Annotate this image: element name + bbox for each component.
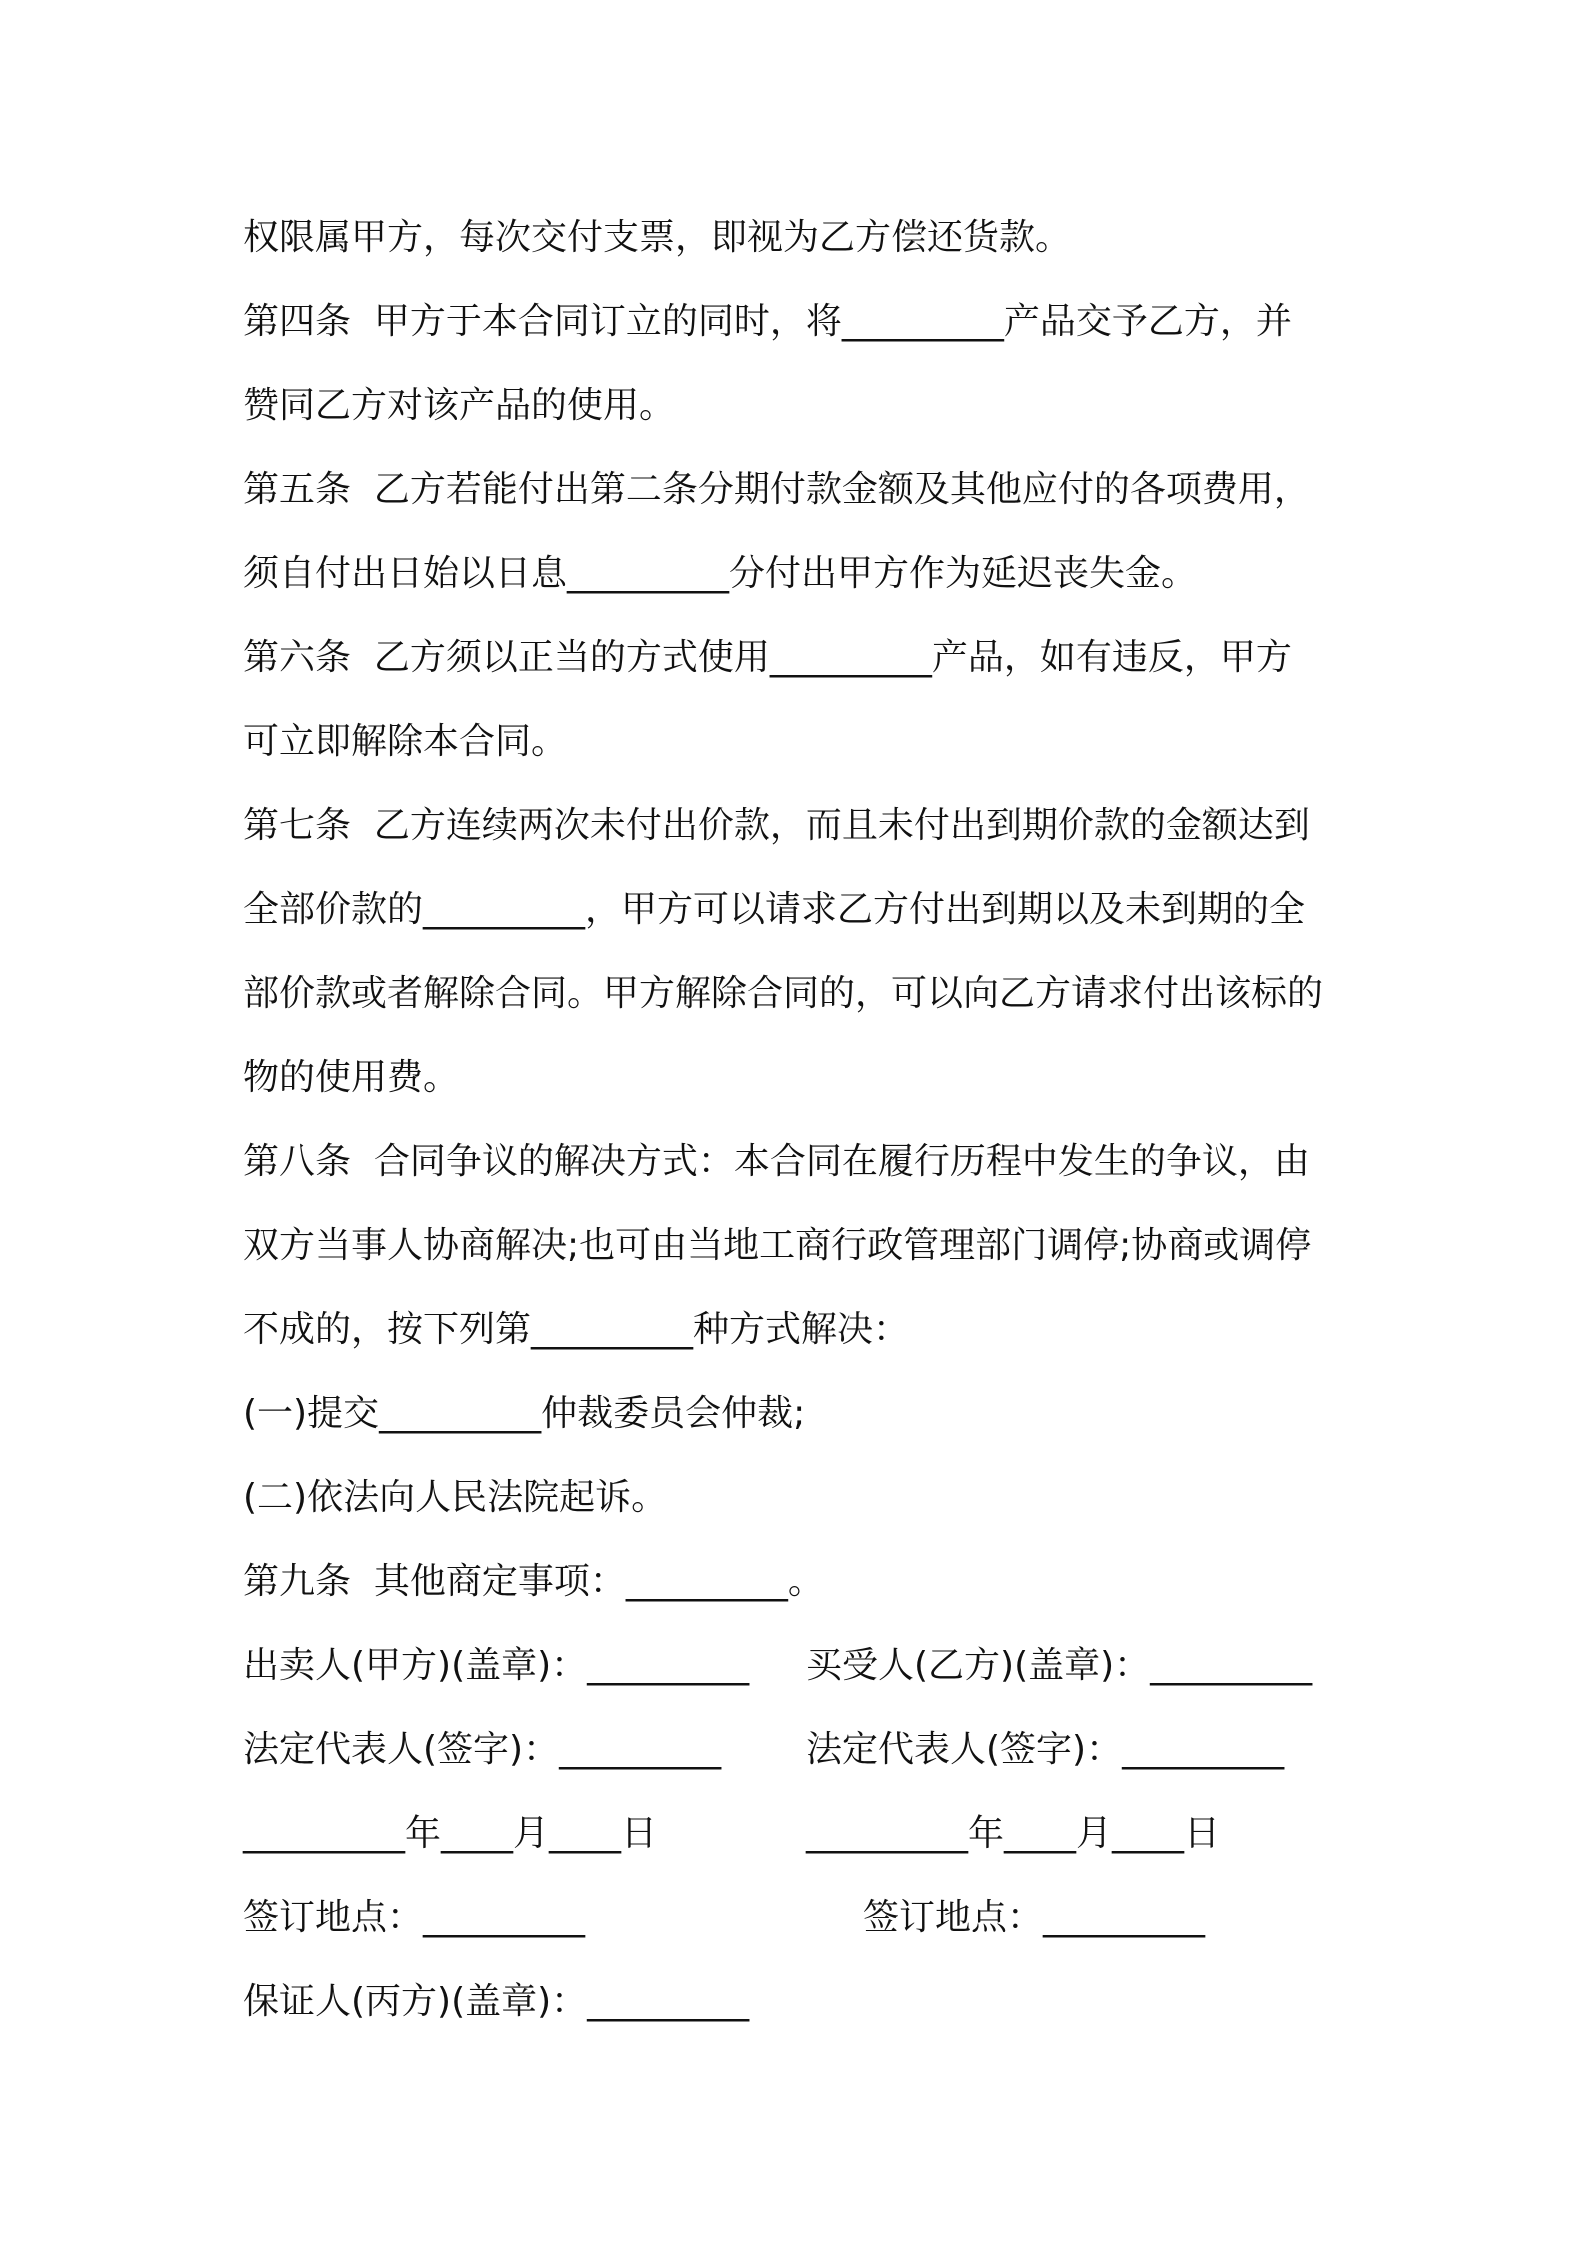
buyer-seal-field: 买受人(乙方)(盖章)：_________ [806, 1645, 1313, 1686]
line-text: 赞同乙方对该产品的使用。 [243, 385, 676, 426]
buyer-date-field: _________年____月____日 [806, 1813, 1220, 1854]
guarantor-seal-field: 保证人(丙方)(盖章)：_________ [243, 1981, 750, 2022]
clause-4-line-2 [243, 364, 1353, 448]
clause-7-line-3 [243, 952, 1353, 1036]
line-text: 第八条 合同争议的解决方式：本合同在履行历程中发生的争议，由 [243, 1141, 1310, 1182]
line-text: 物的使用费。 [243, 1057, 460, 1098]
line-text: (一)提交_________仲裁委员会仲裁; [243, 1393, 806, 1434]
line-text: 部价款或者解除合同。甲方解除合同的，可以向乙方请求付出该标的 [243, 973, 1324, 1014]
clause-7-line-1 [243, 784, 1353, 868]
line-text: 第五条 乙方若能付出第二条分期付款金额及其他应付的各项费用， [243, 469, 1310, 510]
seller-place-field: 签订地点：_________ [243, 1897, 586, 1938]
clause-6-line-1 [243, 616, 1353, 700]
line-text: 可立即解除本合同。 [243, 721, 568, 762]
clause-7-line-4 [243, 1036, 1353, 1120]
line-text: 第六条 乙方须以正当的方式使用_________产品，如有违反，甲方 [243, 637, 1292, 678]
line-text: 不成的，按下列第_________种方式解决： [243, 1309, 910, 1350]
line-text: 第七条 乙方连续两次未付出价款，而且未付出到期价款的金额达到 [243, 805, 1310, 846]
buyer-representative-field: 法定代表人(签字)：_________ [806, 1729, 1285, 1770]
seller-date-field: _________年____月____日 [243, 1813, 657, 1854]
line-text: 第四条 甲方于本合同订立的同时，将_________产品交予乙方，并 [243, 301, 1292, 342]
line-text: 全部价款的_________，甲方可以请求乙方付出到期以及未到期的全 [243, 889, 1306, 930]
line-text: 第九条 其他商定事项：_________。 [243, 1561, 824, 1602]
paragraph-line [243, 196, 1353, 280]
clause-8-line-3 [243, 1288, 1353, 1372]
signature-row-representatives [243, 1708, 1353, 1792]
contract-body [243, 196, 1353, 2044]
seller-representative-field: 法定代表人(签字)：_________ [243, 1729, 722, 1770]
line-text: 权限属甲方，每次交付支票，即视为乙方偿还货款。 [243, 217, 1072, 258]
clause-8-line-1 [243, 1120, 1353, 1204]
option-2-line [243, 1456, 1353, 1540]
line-text: (二)依法向人民法院起诉。 [243, 1477, 668, 1518]
signature-row-parties [243, 1624, 1353, 1708]
line-text: 须自付出日始以日息_________分付出甲方作为延迟丧失金。 [243, 553, 1198, 594]
signature-row-places [243, 1876, 1353, 1960]
buyer-place-field: 签订地点：_________ [863, 1897, 1206, 1938]
seller-seal-field: 出卖人(甲方)(盖章)：_________ [243, 1645, 750, 1686]
signature-row-guarantor [243, 1960, 1353, 2044]
clause-5-line-2 [243, 532, 1353, 616]
clause-5-line-1 [243, 448, 1353, 532]
signature-row-dates [243, 1792, 1353, 1876]
clause-7-line-2 [243, 868, 1353, 952]
clause-8-line-2 [243, 1204, 1353, 1288]
clause-9-line [243, 1540, 1353, 1624]
line-text: 双方当事人协商解决;也可由当地工商行政管理部门调停;协商或调停 [243, 1225, 1312, 1266]
option-1-line [243, 1372, 1353, 1456]
clause-6-line-2 [243, 700, 1353, 784]
clause-4-line-1 [243, 280, 1353, 364]
